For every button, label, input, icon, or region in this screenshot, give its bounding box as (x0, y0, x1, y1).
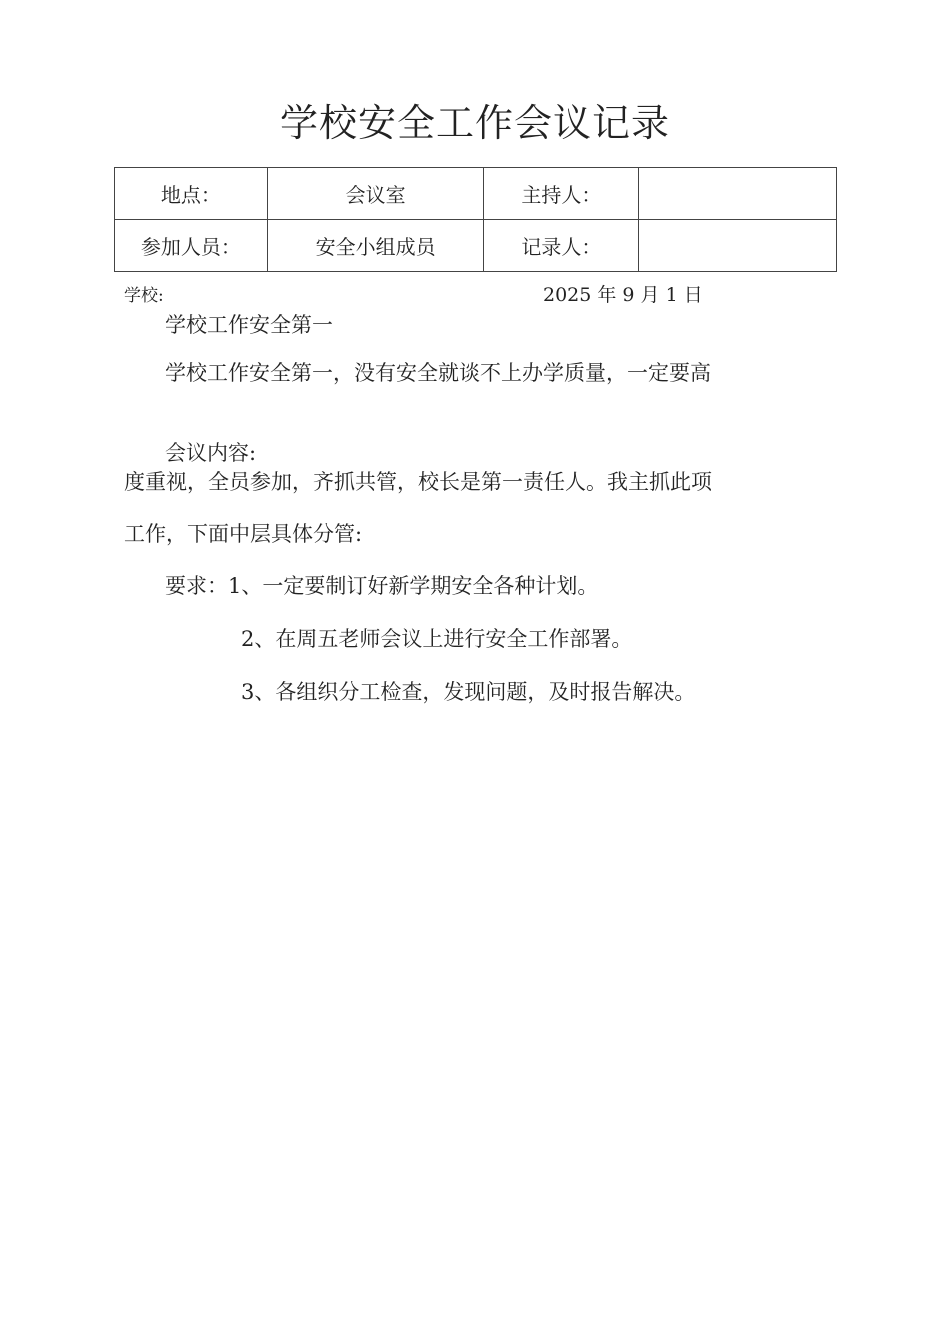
requirement-line: 要求：1、一定要制订好新学期安全各种计划。 (165, 574, 599, 598)
table-row (115, 168, 837, 220)
school-label: 学校: (124, 286, 164, 306)
location-label: 地点： (115, 168, 268, 220)
body-line: 度重视，全员参加，齐抓共管，校长是第一责任人。我主抓此项 (124, 470, 712, 494)
host-label: 主持人： (484, 168, 639, 220)
recorder-label: 记录人： (484, 220, 639, 272)
body-line: 学校工作安全第一 (165, 313, 333, 337)
host-value (639, 168, 837, 220)
table-row (115, 220, 837, 272)
requirement-line: 2、在周五老师会议上进行安全工作部署。 (241, 627, 633, 651)
body-line: 学校工作安全第一，没有安全就谈不上办学质量，一定要高 (165, 361, 711, 385)
requirement-line: 3、各组织分工检查，发现问题，及时报告解决。 (241, 680, 696, 704)
meeting-info-table (114, 167, 837, 272)
body-line: 工作，下面中层具体分管: (124, 522, 363, 546)
meeting-date: 2025 年 9 月 1 日 (543, 284, 703, 306)
document-title: 学校安全工作会议记录 (279, 101, 670, 145)
attendees-label: 参加人员： (115, 220, 268, 272)
recorder-value (639, 220, 837, 272)
body-line: 会议内容: (165, 441, 257, 465)
location-value: 会议室 (267, 168, 484, 220)
attendees-value: 安全小组成员 (267, 220, 484, 272)
